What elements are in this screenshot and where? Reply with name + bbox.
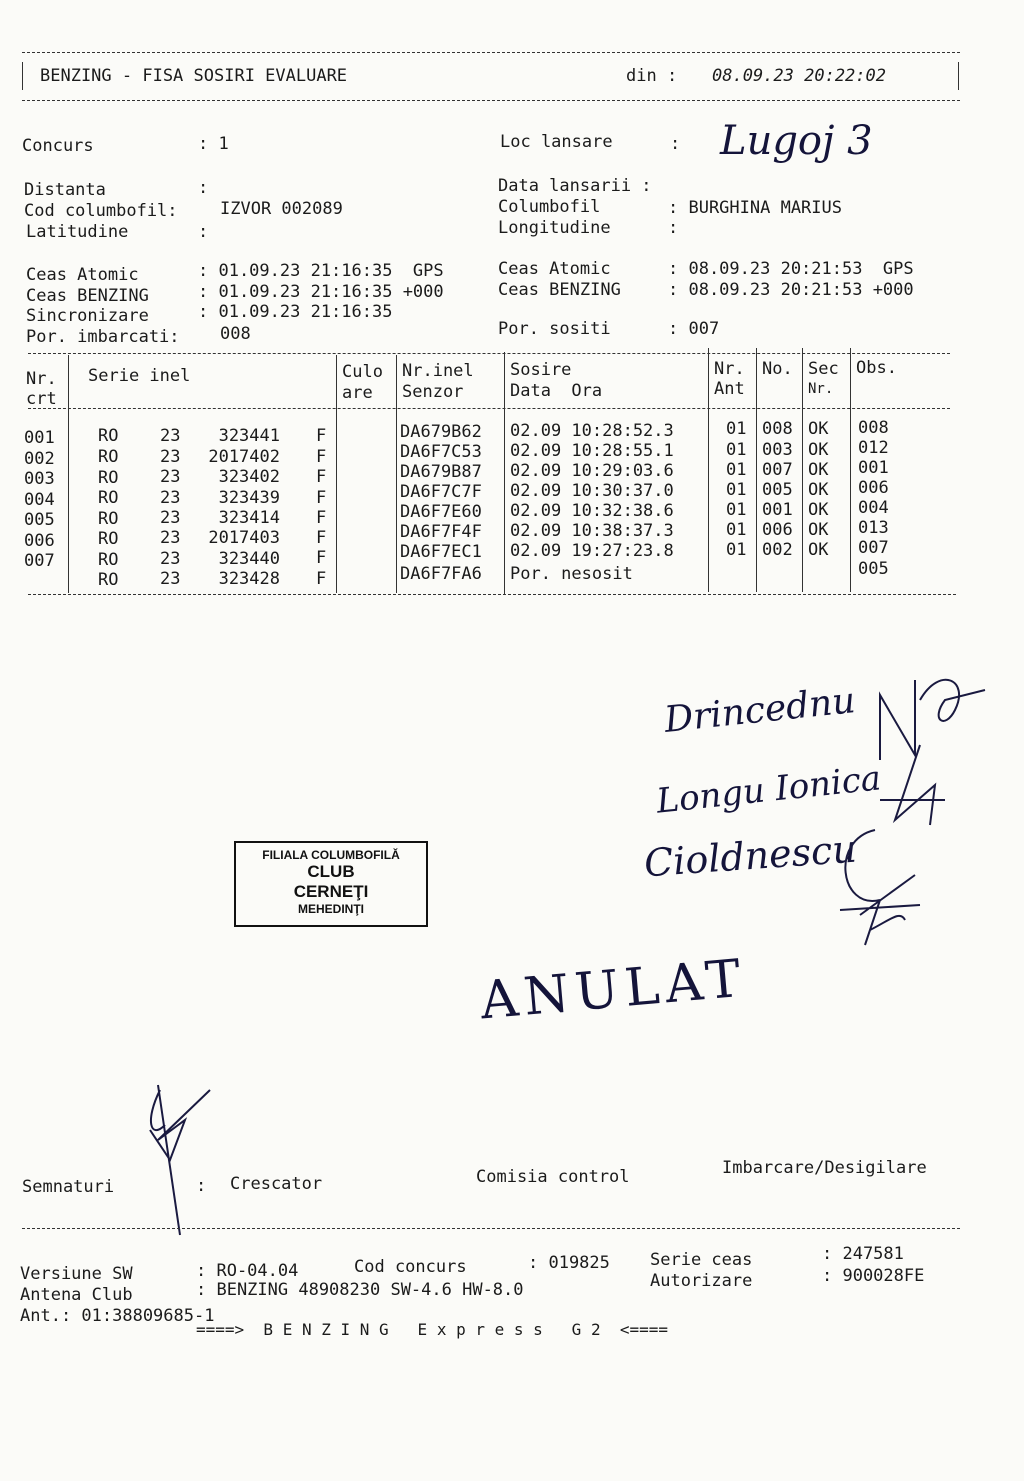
th-nr-ant-2: Ant (714, 379, 745, 399)
loc-lansare-colon: : (670, 134, 681, 154)
cell-ring-number: 323440 (218, 549, 280, 569)
antena-label: Antena Club (20, 1285, 133, 1305)
th-obs: Obs. (856, 358, 897, 378)
cell-country: RO (98, 447, 119, 467)
th-crt: crt (26, 389, 57, 409)
cell-year: 23 (160, 467, 181, 487)
cell-ring-number: 2017403 (208, 528, 280, 548)
loc-lansare-label: Loc lansare (500, 132, 613, 152)
cell-senzor: DA6F7F4F (400, 522, 482, 542)
cell-no: 001 (762, 500, 793, 520)
cell-year: 23 (160, 426, 181, 446)
handwritten-name-3: Cioldnescu (642, 826, 859, 886)
cell-no: 003 (762, 440, 793, 460)
th-culoare-1: Culo (342, 362, 383, 382)
cell-ant: 01 (726, 440, 747, 460)
table-bottom-rule (28, 594, 956, 595)
ceas-atomic-right-label: Ceas Atomic (498, 259, 611, 279)
stamp-line-3: CERNEŢI (293, 882, 369, 901)
cell-sosire: 02.09 10:30:37.0 (510, 481, 674, 501)
handwritten-name-2: Longu Ionica (654, 758, 883, 822)
date-label: din : (626, 66, 678, 86)
cell-senzor: DA6F7C7F (400, 482, 482, 502)
header-right-border (958, 62, 959, 90)
longitudine-label: Longitudine (498, 218, 611, 238)
cell-sec: OK (808, 540, 829, 560)
cell-year: 23 (160, 508, 181, 528)
table-header-rule (28, 408, 950, 409)
cell-obs: 013 (858, 518, 889, 538)
header-top-rule (22, 52, 960, 53)
semnaturi-label: Semnaturi (22, 1177, 115, 1197)
cell-ring-number: 323428 (218, 569, 280, 589)
cell-country: RO (98, 550, 119, 570)
cell-year: 23 (160, 447, 181, 467)
cell-country: RO (98, 426, 119, 446)
col-divider-culoare (336, 355, 337, 593)
cell-ant: 01 (726, 500, 747, 520)
col-divider-inel (396, 355, 397, 593)
date-value: 08.09.23 20:22:02 (712, 66, 886, 86)
signature-mark-2 (860, 740, 950, 830)
stamp-line-4: MEHEDINŢI (298, 902, 364, 916)
sositi-value: : 007 (668, 319, 720, 339)
cell-obs: 005 (858, 559, 889, 579)
club-stamp (234, 841, 428, 927)
cell-ring-number: 323414 (218, 508, 280, 528)
cell-ant: 01 (726, 460, 747, 480)
th-nr: Nr. (26, 369, 57, 389)
cell-ring-number: 2017402 (208, 447, 280, 467)
cell-nr: 003 (24, 469, 55, 489)
table-top-rule (28, 353, 950, 354)
cell-senzor: DA6F7EC1 (400, 542, 482, 562)
stamp-line-1: FILIALA COLUMBOFILĂ (262, 848, 400, 862)
cell-ring-number: 323439 (218, 488, 280, 508)
semnaturi-colon: : (196, 1176, 207, 1196)
cell-senzor: DA6F7FA6 (400, 564, 482, 584)
cell-sex: F (316, 488, 327, 508)
header-bottom-rule (22, 100, 960, 101)
cell-sec: OK (808, 520, 829, 540)
th-senzor: Senzor (402, 382, 464, 402)
sheet-title: BENZING - FISA SOSIRI EVALUARE (40, 66, 348, 86)
cell-year: 23 (160, 549, 181, 569)
imbarcati-value: 008 (220, 324, 251, 344)
cell-nr: 004 (24, 490, 55, 510)
cod-concurs-value: : 019825 (528, 1253, 610, 1273)
loc-lansare-handwritten: Lugoj 3 (720, 118, 873, 164)
cell-sosire: 02.09 19:27:23.8 (510, 541, 674, 561)
imbarcati-label: Por. imbarcati: (26, 327, 180, 347)
cell-ant: 01 (726, 520, 747, 540)
benzing-express-line: ====> B E N Z I N G E x p r e s s G 2 <==== (196, 1320, 669, 1339)
cell-no: 002 (762, 540, 793, 560)
th-sec-1: Sec (808, 359, 839, 379)
cell-sex: F (316, 508, 327, 528)
col-divider-ant (708, 348, 709, 592)
columbofil-value: : BURGHINA MARIUS (668, 198, 842, 218)
ant-line: Ant.: 01:38809685-1 (20, 1306, 215, 1326)
cell-sex: F (316, 528, 327, 548)
col-divider-no (756, 348, 757, 592)
cell-senzor: DA679B87 (400, 462, 482, 482)
th-nr-inel: Nr.inel (402, 361, 474, 381)
versiune-value: : RO-04.04 (196, 1261, 299, 1281)
footer-top-rule (22, 1228, 960, 1229)
latitudine-label: Latitudine (26, 222, 129, 242)
cell-sec: OK (808, 419, 829, 439)
serie-ceas-value: : 247581 (822, 1244, 904, 1264)
cell-no: 005 (762, 480, 793, 500)
cell-sec: OK (808, 440, 829, 460)
concurs-value: : 1 (198, 134, 229, 154)
ceas-atomic-right-value: : 08.09.23 20:21:53 GPS (668, 259, 914, 279)
col-divider-sosire (504, 352, 505, 594)
cell-sec: OK (808, 460, 829, 480)
cell-sec: OK (808, 480, 829, 500)
cell-ant: 01 (726, 419, 747, 439)
cell-obs: 001 (858, 458, 889, 478)
th-nr-ant-1: Nr. (714, 359, 745, 379)
col-divider-nr (68, 355, 69, 593)
antena-value: : BENZING 48908230 SW-4.6 HW-8.0 (196, 1280, 524, 1300)
cell-nr: 005 (24, 510, 55, 530)
th-sosire: Sosire (510, 360, 572, 380)
cell-year: 23 (160, 528, 181, 548)
cod-columbofil-label: Cod columbofil: (24, 201, 178, 221)
autorizare-value: : 900028FE (822, 1266, 925, 1286)
cell-country: RO (98, 529, 119, 549)
cell-ring-number: 323441 (218, 426, 280, 446)
cell-nr: 002 (24, 449, 55, 469)
signature-mark-3 (820, 820, 930, 950)
serie-ceas-label: Serie ceas (650, 1250, 753, 1270)
cell-country: RO (98, 570, 119, 590)
data-lansarii-label: Data lansarii : (498, 176, 652, 196)
cell-sosire: 02.09 10:28:52.3 (510, 421, 674, 441)
cell-nr: 001 (24, 428, 55, 448)
cell-sex: F (316, 447, 327, 467)
ceas-benzing-right-label: Ceas BENZING (498, 280, 621, 300)
cell-senzor: DA679B62 (400, 422, 482, 442)
ceas-benzing-left-value: : 01.09.23 21:16:35 +000 (198, 282, 444, 302)
cell-ant: 01 (726, 480, 747, 500)
th-sec-2: Nr. (808, 381, 834, 397)
columbofil-label: Columbofil (498, 197, 601, 217)
crescator-signature (140, 1080, 230, 1240)
cell-no: 007 (762, 460, 793, 480)
cell-senzor: DA6F7E60 (400, 502, 482, 522)
cell-no: 006 (762, 520, 793, 540)
ceas-benzing-right-value: : 08.09.23 20:21:53 +000 (668, 280, 914, 300)
cell-sex: F (316, 548, 327, 568)
cell-senzor: DA6F7C53 (400, 442, 482, 462)
latitudine-value: : (198, 222, 209, 242)
sincronizare-label: Sincronizare (26, 306, 149, 326)
cell-nr: 006 (24, 531, 55, 551)
distanta-label: Distanta (24, 180, 106, 200)
cod-columbofil-value: IZVOR 002089 (220, 199, 343, 219)
cell-country: RO (98, 488, 119, 508)
cell-obs: 008 (858, 418, 889, 438)
distanta-value: : (198, 178, 209, 198)
cell-sosire: 02.09 10:32:38.6 (510, 501, 674, 521)
cell-no: 008 (762, 419, 793, 439)
sositi-label: Por. sositi (498, 319, 611, 339)
crescator-label: Crescator (230, 1174, 323, 1194)
col-divider-sec (802, 348, 803, 592)
cell-sex: F (316, 467, 327, 487)
versiune-label: Versiune SW (20, 1264, 133, 1284)
longitudine-value: : (668, 218, 679, 238)
cell-obs: 006 (858, 478, 889, 498)
cell-sosire: 02.09 10:28:55.1 (510, 441, 674, 461)
cell-ring-number: 323402 (218, 467, 280, 487)
cell-nr: 007 (24, 551, 55, 571)
cell-obs: 007 (858, 538, 889, 558)
imbarcare-label: Imbarcare/Desigilare (722, 1158, 927, 1178)
th-culoare-2: are (342, 383, 373, 403)
cell-sosire: 02.09 10:29:03.6 (510, 461, 674, 481)
cell-obs: 004 (858, 498, 889, 518)
comisia-control-label: Comisia control (476, 1167, 630, 1187)
th-serie-inel: Serie inel (88, 366, 191, 386)
cell-country: RO (98, 468, 119, 488)
th-no: No. (762, 359, 793, 379)
ceas-atomic-left-value: : 01.09.23 21:16:35 GPS (198, 261, 444, 281)
cell-year: 23 (160, 569, 181, 589)
cell-obs: 012 (858, 438, 889, 458)
cell-sec: OK (808, 500, 829, 520)
header-left-border (22, 62, 23, 90)
cell-sex: F (316, 569, 327, 589)
cod-concurs-label: Cod concurs (354, 1257, 467, 1277)
stamp-line-2: CLUB (307, 862, 355, 881)
cell-sosire: 02.09 10:38:37.3 (510, 521, 674, 541)
annulled-handwritten: ANULAT (477, 948, 749, 1032)
th-data-ora: Data Ora (510, 381, 603, 401)
cell-year: 23 (160, 488, 181, 508)
cell-ant: 01 (726, 540, 747, 560)
ceas-atomic-left-label: Ceas Atomic (26, 265, 139, 285)
ceas-benzing-left-label: Ceas BENZING (26, 286, 149, 306)
cell-country: RO (98, 509, 119, 529)
sincronizare-value: : 01.09.23 21:16:35 (198, 302, 393, 322)
autorizare-label: Autorizare (650, 1271, 753, 1291)
cell-sosire: Por. nesosit (510, 564, 633, 584)
concurs-label: Concurs (22, 136, 94, 156)
col-divider-obs (850, 348, 851, 592)
cell-sex: F (316, 426, 327, 446)
handwritten-name-1: Drincednu (662, 680, 858, 741)
